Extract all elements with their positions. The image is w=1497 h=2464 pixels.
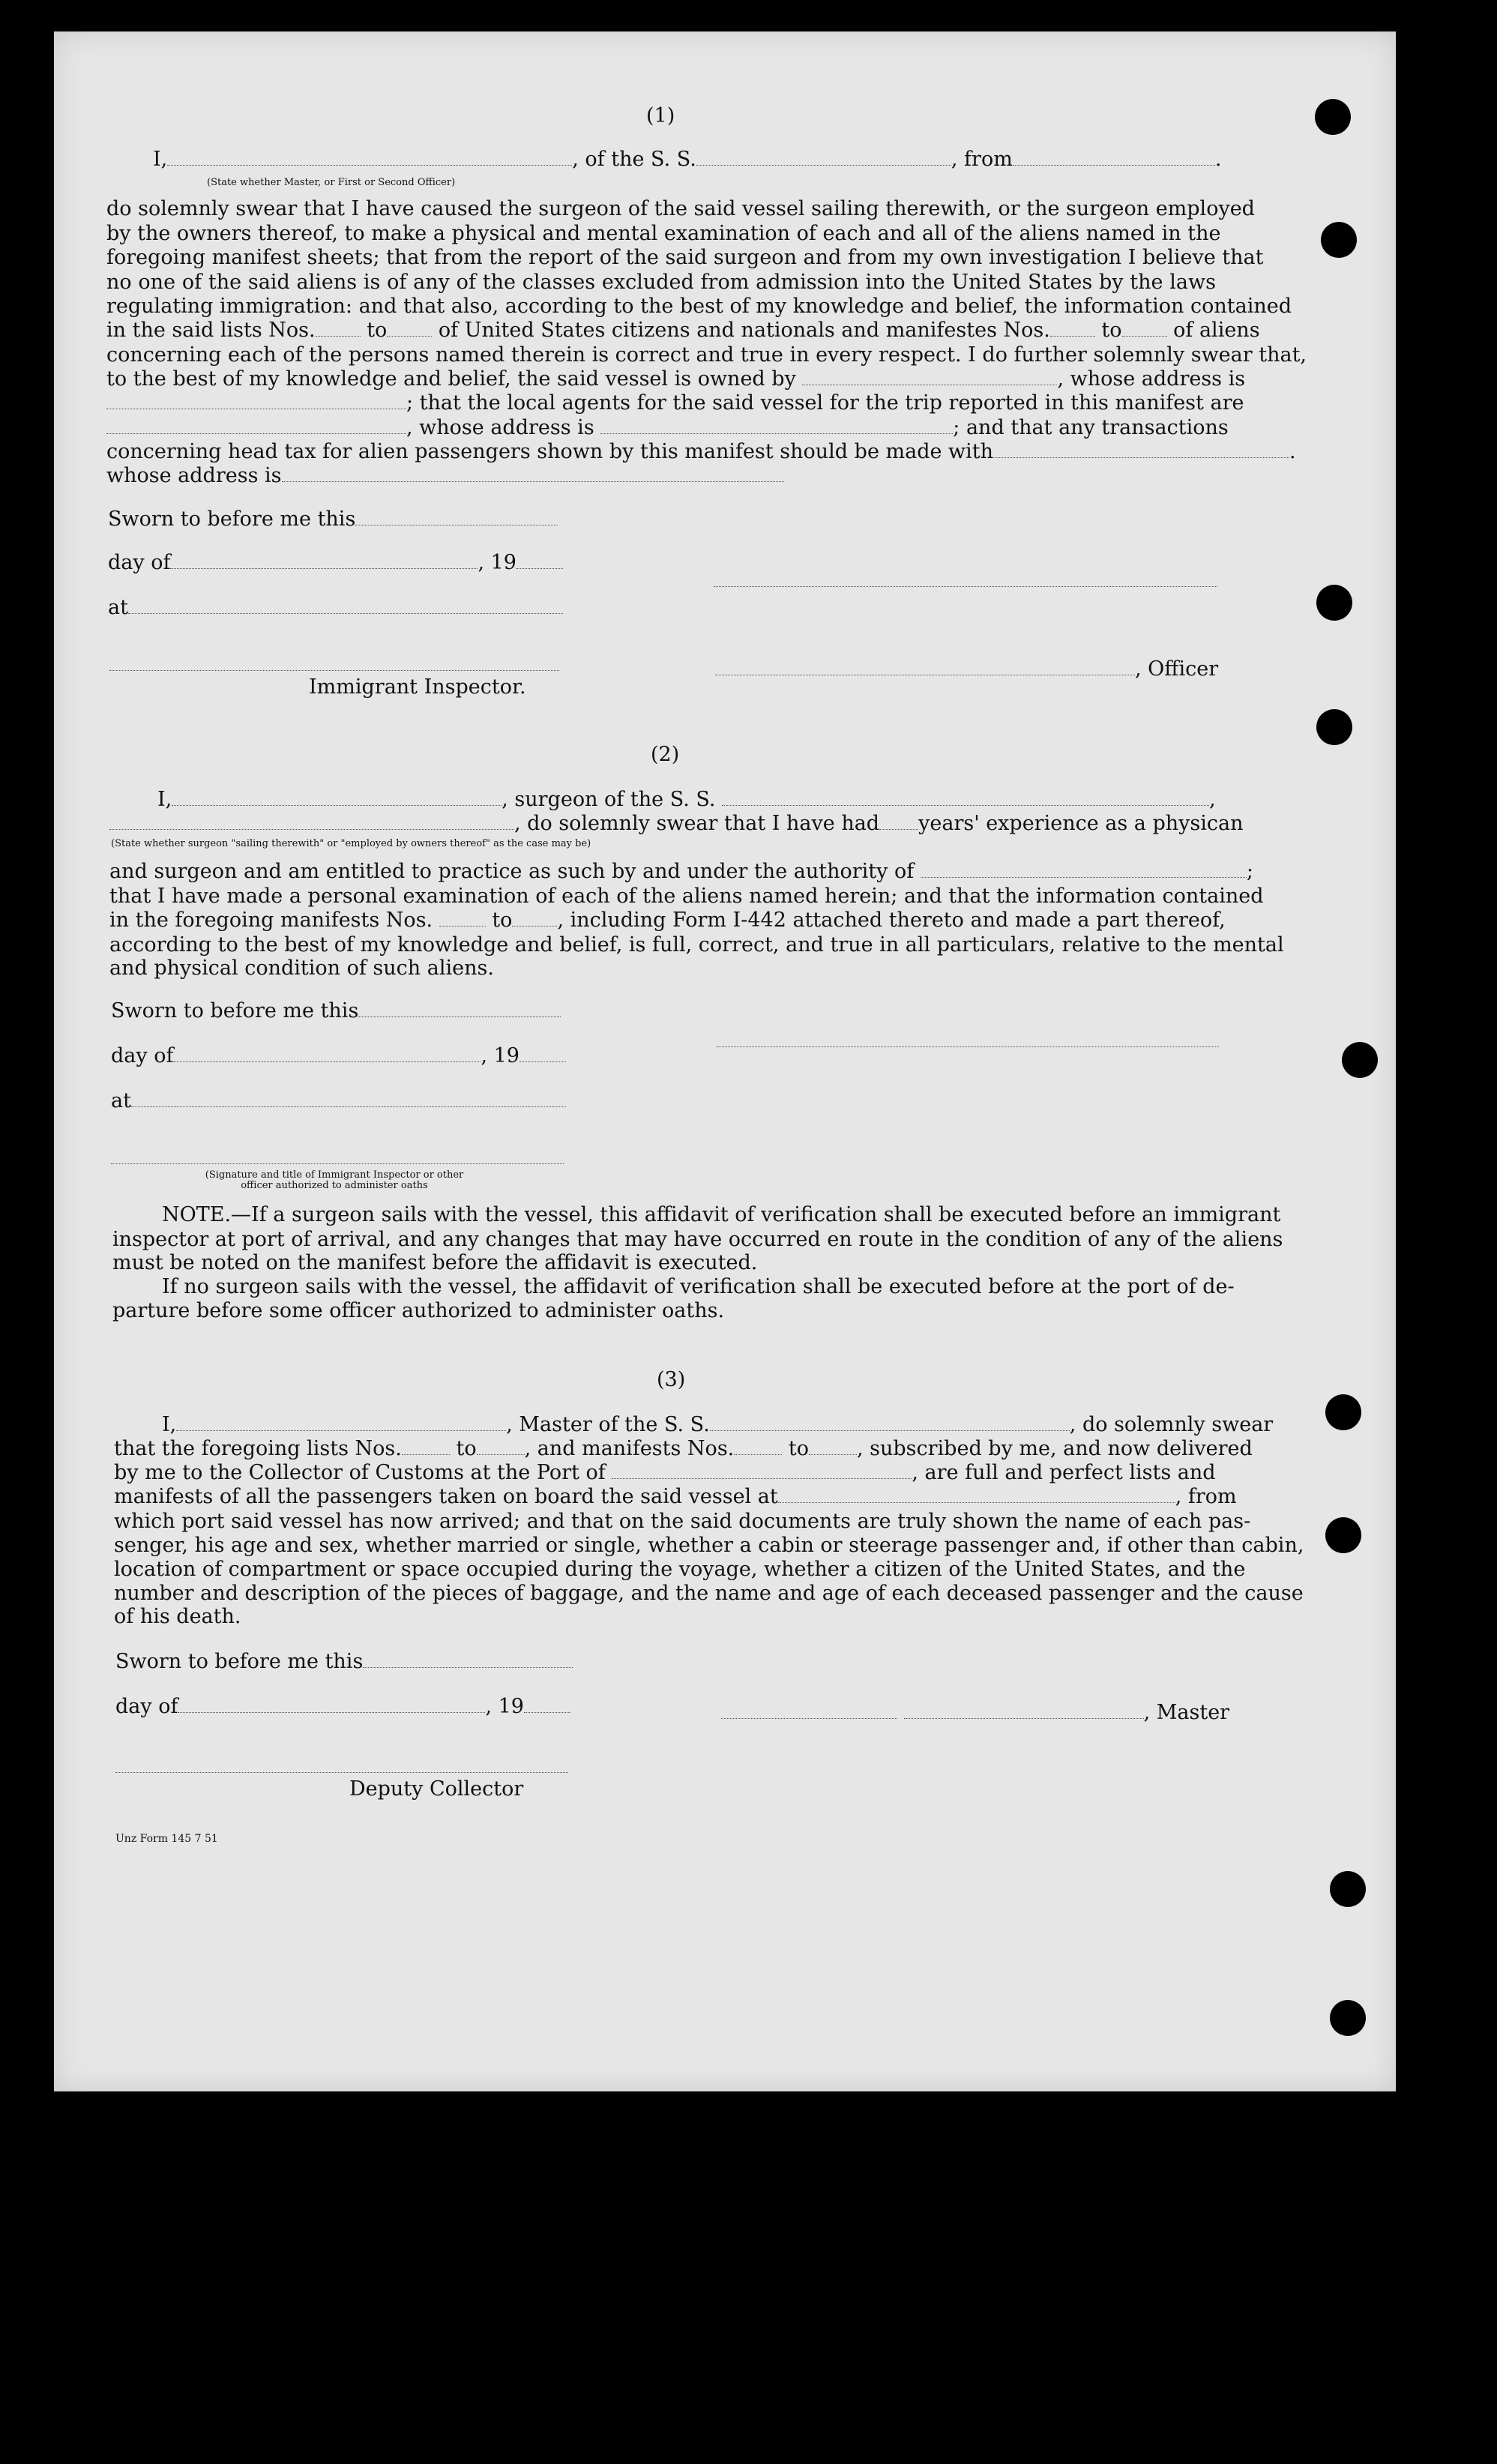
note-text: parture before some officer authorized to administer oaths. — [112, 1299, 725, 1322]
oath-text: do solemnly swear that I have caused the surgeon of the said vessel sailing therewith, or the surgeon employed — [106, 197, 1255, 220]
field-note: (State whether Master, or First or Second Officer) — [207, 177, 456, 188]
oath-text: that I have made a personal examination of each of the aliens named herein; and that the information contained — [109, 885, 1264, 908]
oath-text: concerning each of the persons named therein is correct and true in every respect. I do further solemnly swear that, — [106, 343, 1307, 367]
master-signature-line: , Master — [721, 1702, 1229, 1724]
oath-text: ; that the local agents for the said vessel for the trip reported in this manifest are — [106, 392, 1244, 415]
binder-hole — [1330, 1871, 1366, 1907]
date-line: day of , 19 — [111, 1045, 566, 1067]
officer-line: , Officer — [715, 658, 1218, 681]
oath-text: which port said vessel has now arrived; and that on the said documents are truly shown the name of each pas- — [114, 1510, 1251, 1533]
place-line: at — [108, 597, 563, 619]
signer-title: Deputy Collector — [349, 1777, 524, 1801]
oath-line: , do solemnly swear that I have had years' experience as a physican — [109, 813, 1244, 835]
form-number: Unz Form 145 7 51 — [115, 1833, 218, 1845]
oath-text: to the best of my knowledge and belief, the said vessel is owned by , whose address is — [106, 367, 1246, 391]
date-line: day of , 19 — [115, 1696, 570, 1718]
field-note: (State whether surgeon "sailing therewith" or "employed by owners thereof" as the case may be) — [111, 838, 591, 849]
oath-line: I, , Master of the S. S. , do solemnly swear — [162, 1413, 1274, 1436]
binder-hole — [1316, 709, 1352, 745]
oath-text: whose address is — [106, 465, 784, 487]
note-text: If no surgeon sails with the vessel, the affidavit of verification shall be executed before at the port of de- — [162, 1275, 1235, 1298]
sworn-line: Sworn to before me this — [111, 1000, 561, 1022]
oath-text: that the foregoing lists Nos. to , and manifests Nos. to , subscribed by me, and now delivered — [114, 1437, 1253, 1460]
oath-text: in the said lists Nos. to of United States citizens and nationals and manifestes Nos. to of aliens — [106, 319, 1260, 342]
oath-line: I, , surgeon of the S. S. , — [157, 788, 1216, 811]
note-text: NOTE.—If a surgeon sails with the vessel, this affidavit of verification shall be executed before an immigrant — [162, 1203, 1281, 1226]
binder-hole — [1330, 2000, 1366, 2036]
signature-line — [111, 1163, 564, 1164]
oath-text: regulating immigration: and that also, according to the best of my knowledge and belief, the information contained — [106, 295, 1292, 318]
oath-text: concerning head tax for alien passengers shown by this manifest should be made with . — [106, 440, 1296, 463]
oath-line: I, , of the S. S. , from . — [153, 148, 1222, 171]
signer-title: Immigrant Inspector. — [309, 675, 526, 699]
oath-text: of his death. — [114, 1605, 241, 1628]
signature-note: (Signature and title of Immigrant Inspector or other — [205, 1169, 464, 1181]
oath-text: in the foregoing manifests Nos. to , including Form I-442 attached thereto and made a part thereof, — [109, 909, 1226, 932]
oath-text: number and description of the pieces of baggage, and the name and age of each deceased passenger and the cause — [114, 1582, 1304, 1605]
oath-text: by the owners thereof, to make a physical and mental examination of each and all of the aliens named in the — [106, 222, 1221, 245]
date-line: day of , 19 — [108, 552, 563, 574]
binder-hole — [1316, 585, 1352, 621]
signature-line — [109, 670, 559, 671]
signature-line — [115, 1772, 568, 1773]
oath-text: and surgeon and am entitled to practice as such by and under the authority of ; — [109, 860, 1253, 883]
section-number: (1) — [646, 104, 675, 127]
binder-hole — [1325, 1517, 1361, 1553]
oath-text: according to the best of my knowledge and belief, is full, correct, and true in all particulars, relative to the mental — [109, 933, 1284, 957]
note-text: inspector at port of arrival, and any changes that may have occurred en route in the condition of any of the aliens — [112, 1228, 1283, 1251]
binder-hole — [1321, 222, 1357, 258]
binder-hole — [1342, 1042, 1378, 1078]
note-text: must be noted on the manifest before the affidavit is executed. — [112, 1251, 758, 1274]
signature-note: officer authorized to administer oaths — [241, 1180, 428, 1191]
binder-hole — [1325, 1394, 1361, 1430]
oath-text: manifests of all the passengers taken on board the said vessel at , from — [114, 1485, 1237, 1508]
place-line: at — [111, 1090, 566, 1112]
oath-text: location of compartment or space occupied during the voyage, whether a citizen of the United States, and the — [114, 1558, 1246, 1581]
oath-text: foregoing manifest sheets; that from the report of the said surgeon and from my own investigation I believe that — [106, 246, 1264, 269]
sworn-line: Sworn to before me this — [115, 1651, 573, 1673]
oath-text: and physical condition of such aliens. — [109, 957, 494, 980]
oath-text: by me to the Collector of Customs at the Port of , are full and perfect lists and — [114, 1461, 1216, 1484]
signature-line — [714, 586, 1217, 587]
oath-text: , whose address is ; and that any transactions — [106, 417, 1229, 439]
section-number: (3) — [657, 1368, 686, 1391]
section-number: (2) — [651, 743, 680, 766]
binder-hole — [1315, 99, 1351, 135]
sworn-line: Sworn to before me this — [108, 508, 558, 531]
signature-line — [717, 1046, 1219, 1047]
oath-text: no one of the said aliens is of any of the classes excluded from admission into the United States by the laws — [106, 271, 1216, 294]
oath-text: senger, his age and sex, whether married or single, whether a cabin or steerage passenger and, if other than cabin, — [114, 1534, 1304, 1557]
